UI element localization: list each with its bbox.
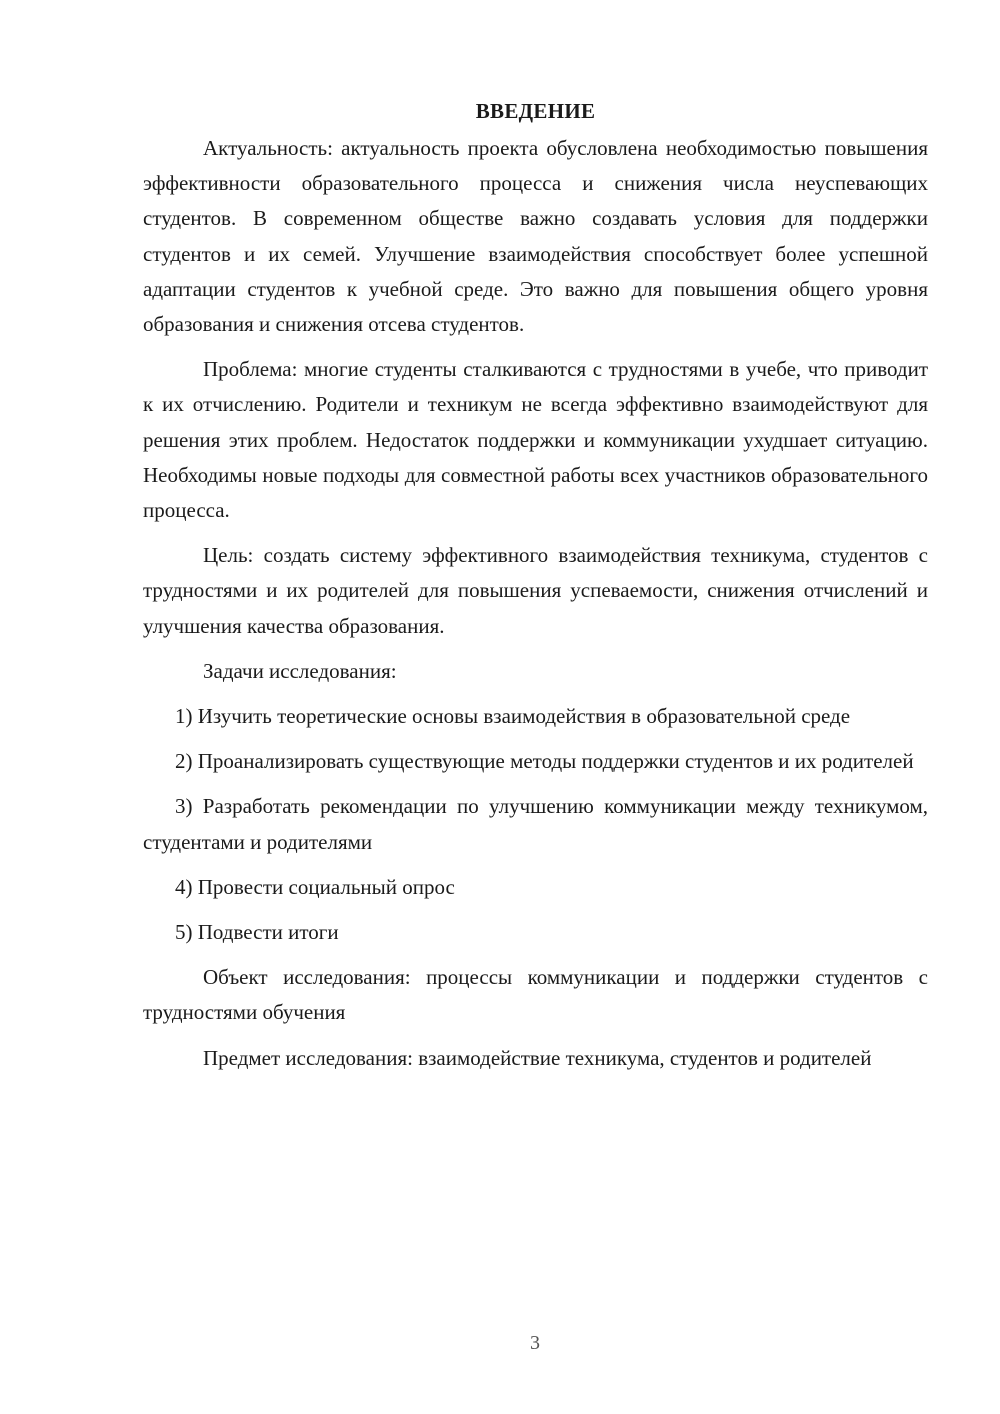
paragraph-subject: Предмет исследования: взаимодействие техникума, студентов и родителей	[203, 1045, 872, 1070]
page-number: 3	[530, 1332, 540, 1354]
paragraph-object: Объект исследования: процессы коммуникации и поддержки студентов с трудностями обучения	[143, 965, 928, 1025]
paragraph-relevance: Актуальность: актуальность проекта обусловлена необходимостью повышения эффективности образовательного процесса и снижения числа неуспевающих студентов. В современном обществе важно создавать условия для поддержки студентов и их семей. Улучшение взаимодействия способствует более успешной адаптации студентов к учебной среде. Это важно для повышения общего уровня образования и снижения отсева студентов.	[143, 136, 928, 337]
task-item-2: 2) Проанализировать существующие методы поддержки студентов и их родителей	[175, 749, 914, 774]
task-item-5: 5) Подвести итоги	[175, 920, 339, 945]
section-title: ВВЕДЕНИЕ	[475, 99, 596, 123]
task-item-1: 1) Изучить теоретические основы взаимодействия в образовательной среде	[175, 704, 851, 729]
page-content	[143, 94, 928, 1086]
task-item-4: 4) Провести социальный опрос	[175, 874, 455, 899]
task-item-3: 3) Разработать рекомендации по улучшению коммуникации между техникумом, студентами и родителями	[143, 794, 928, 854]
paragraph-goal: Цель: создать систему эффективного взаимодействия техникума, студентов с трудностями и их родителей для повышения успеваемости, снижения отчислений и улучшения качества образования.	[143, 543, 928, 638]
paragraph-tasks-heading: Задачи исследования:	[203, 658, 397, 683]
paragraph-problem: Проблема: многие студенты сталкиваются с трудностями в учебе, что приводит к их отчислению. Родители и техникум не всегда эффективно взаимодействуют для решения этих проблем. Недостаток поддержки и коммуникации ухудшает ситуацию. Необходимы новые подходы для совместной работы всех участников образовательного процесса.	[143, 357, 928, 523]
